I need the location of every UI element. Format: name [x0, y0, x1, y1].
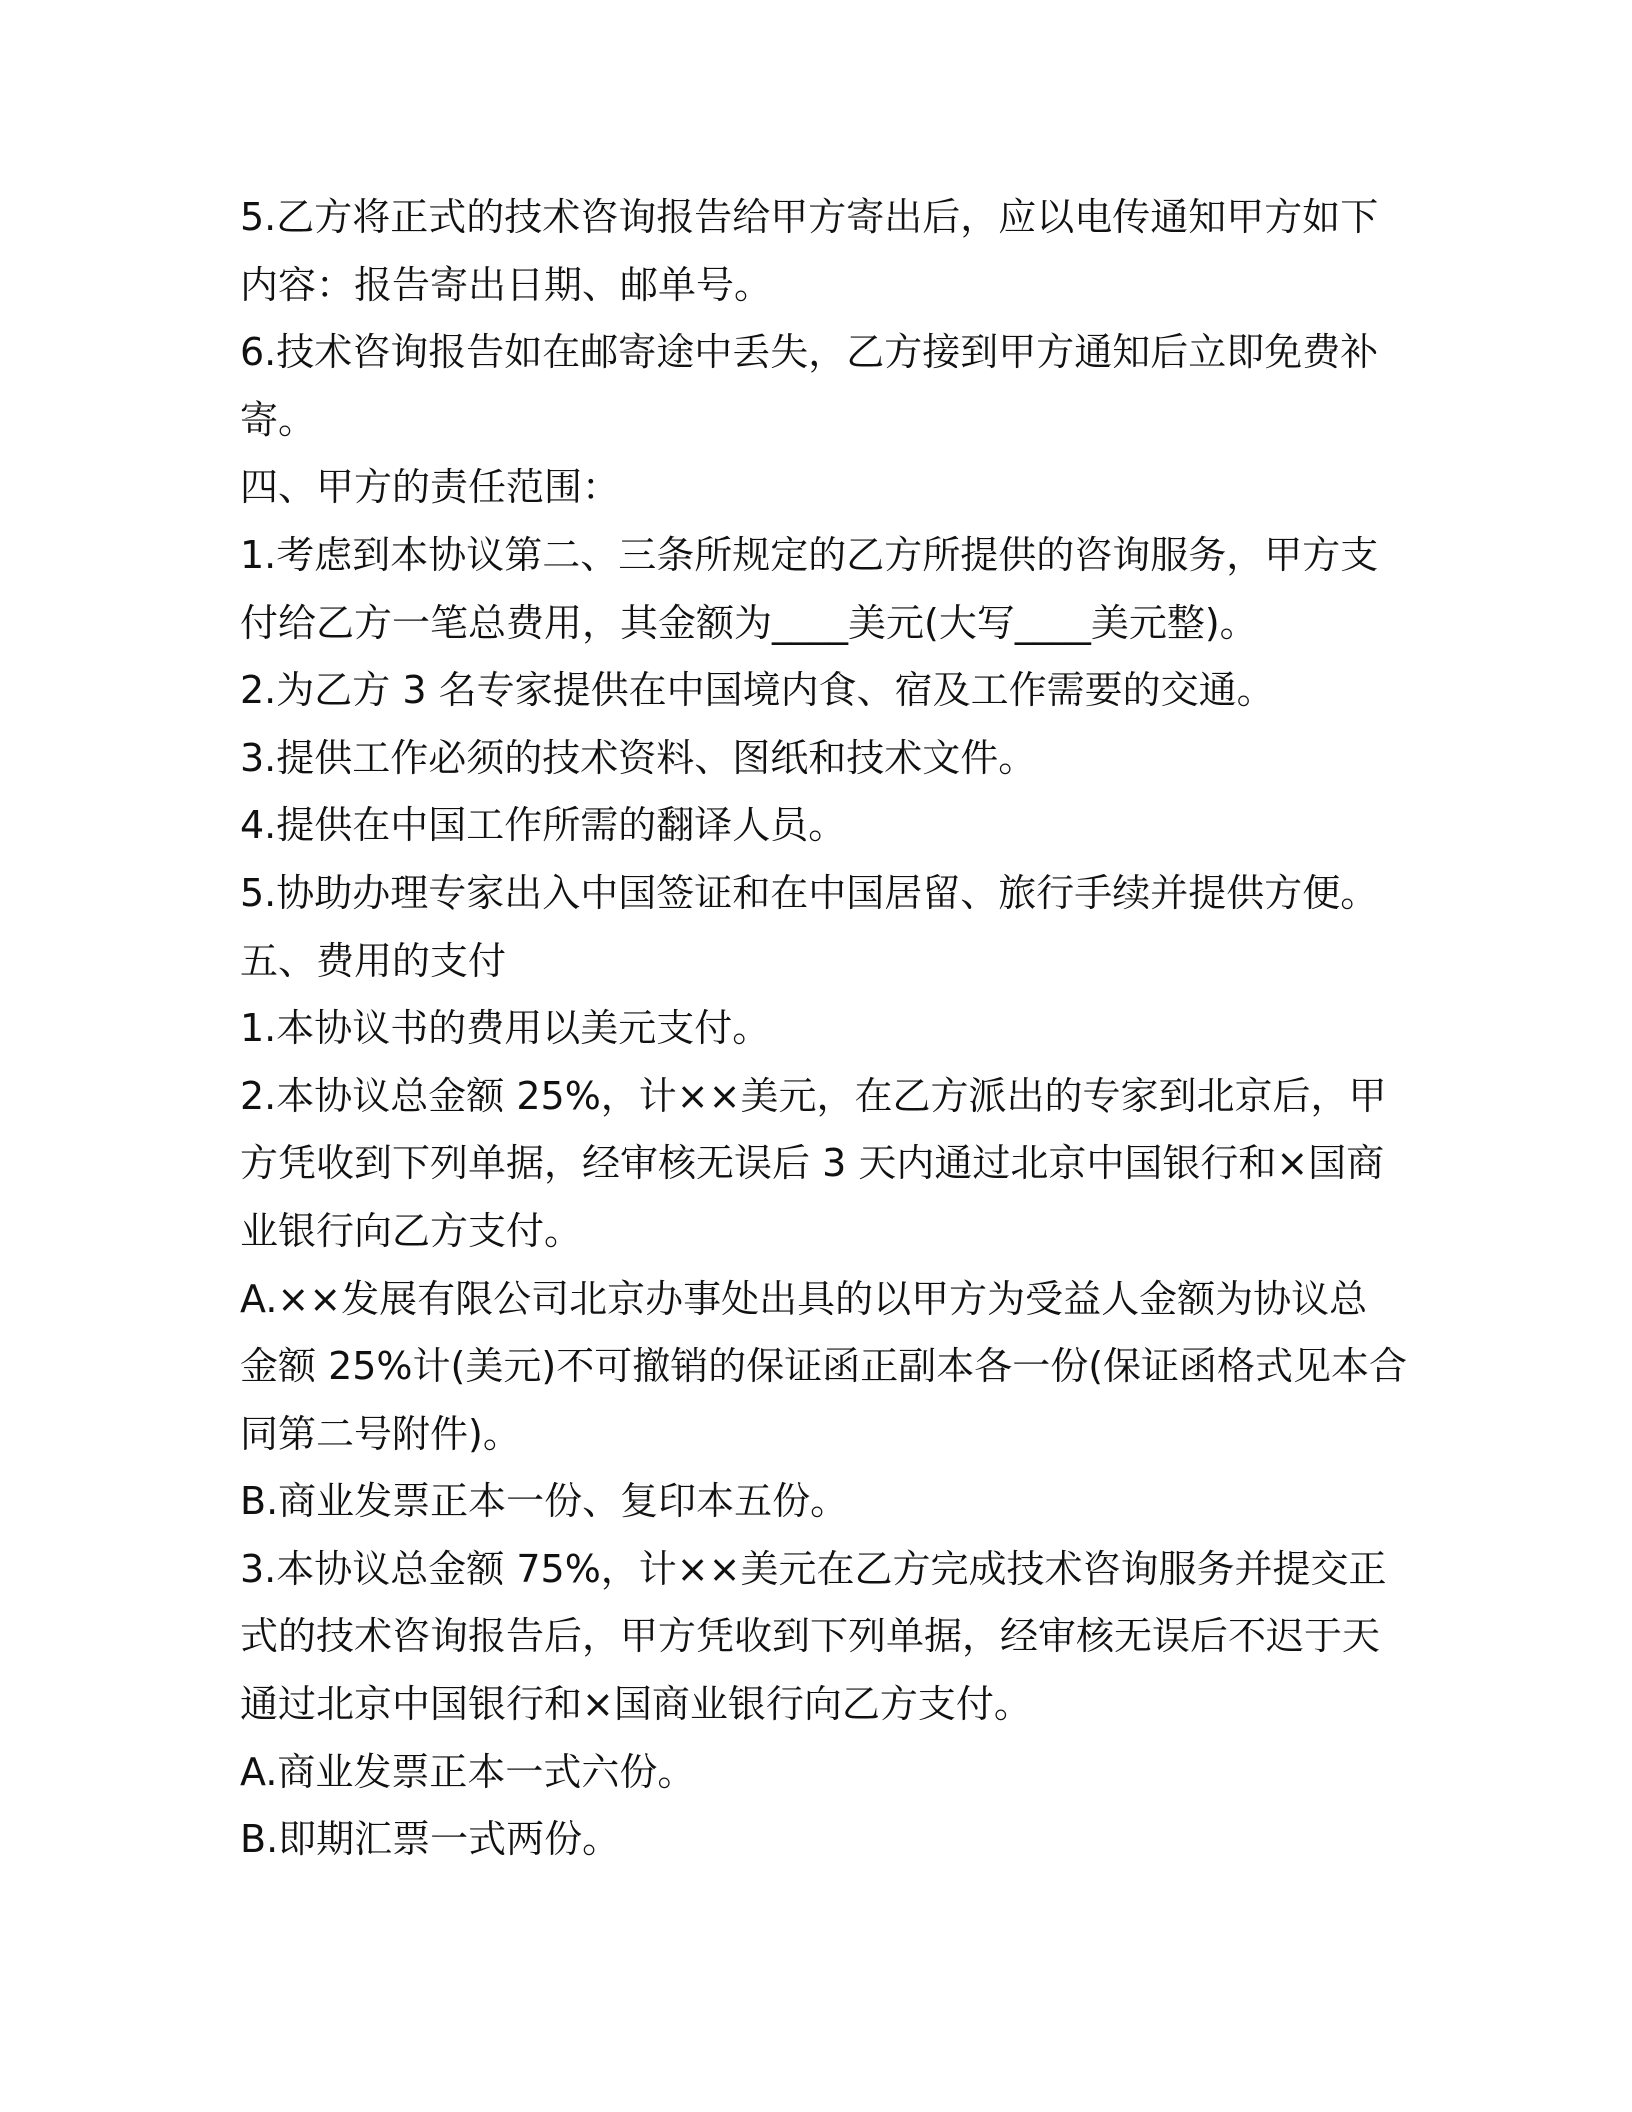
text-line: A.××发展有限公司北京办事处出具的以甲方为受益人金额为协议总 [240, 1276, 1368, 1321]
text-line: 3.提供工作必须的技术资料、图纸和技术文件。 [240, 735, 1037, 780]
text-line: 业银行向乙方支付。 [240, 1208, 583, 1253]
text-line: 4.提供在中国工作所需的翻译人员。 [240, 803, 847, 848]
text-line: 1.本协议书的费用以美元支付。 [240, 1006, 771, 1051]
text-line: 金额 25%计(美元)不可撤销的保证函正副本各一份(保证函格式见本合 [240, 1344, 1408, 1389]
text-line: 3.本协议总金额 75%，计××美元在乙方完成技术咨询服务并提交正 [240, 1546, 1387, 1591]
section-heading: 四、甲方的责任范围： [240, 465, 621, 510]
text-line: 1.考虑到本协议第二、三条所规定的乙方所提供的咨询服务，甲方支 [240, 532, 1379, 577]
text-line: 5.协助办理专家出入中国签证和在中国居留、旅行手续并提供方便。 [240, 870, 1379, 915]
text-line: 6.技术咨询报告如在邮寄途中丢失，乙方接到甲方通知后立即免费补 [240, 330, 1379, 375]
text-line: 同第二号附件)。 [240, 1411, 521, 1456]
text-line: B.即期汇票一式两份。 [240, 1817, 621, 1862]
text-line: 2.本协议总金额 25%，计××美元，在乙方派出的专家到北京后，甲 [240, 1073, 1387, 1118]
text-line: B.商业发票正本一份、复印本五份。 [240, 1479, 849, 1524]
section-heading: 五、费用的支付 [240, 938, 507, 983]
text-line: 付给乙方一笔总费用，其金额为____美元(大写____美元整)。 [240, 600, 1258, 645]
text-line: 内容：报告寄出日期、邮单号。 [240, 262, 773, 307]
text-line: 5.乙方将正式的技术咨询报告给甲方寄出后，应以电传通知甲方如下 [240, 195, 1379, 239]
text-line: A.商业发票正本一式六份。 [240, 1749, 696, 1794]
text-line: 方凭收到下列单据，经审核无误后 3 天内通过北京中国银行和×国商 [240, 1141, 1385, 1186]
text-line: 寄。 [240, 397, 317, 442]
text-line: 式的技术咨询报告后，甲方凭收到下列单据，经审核无误后不迟于天 [240, 1614, 1381, 1659]
document-body [240, 184, 1408, 1874]
text-line: 2.为乙方 3 名专家提供在中国境内食、宿及工作需要的交通。 [240, 668, 1275, 713]
text-line: 通过北京中国银行和×国商业银行向乙方支付。 [240, 1682, 1032, 1727]
